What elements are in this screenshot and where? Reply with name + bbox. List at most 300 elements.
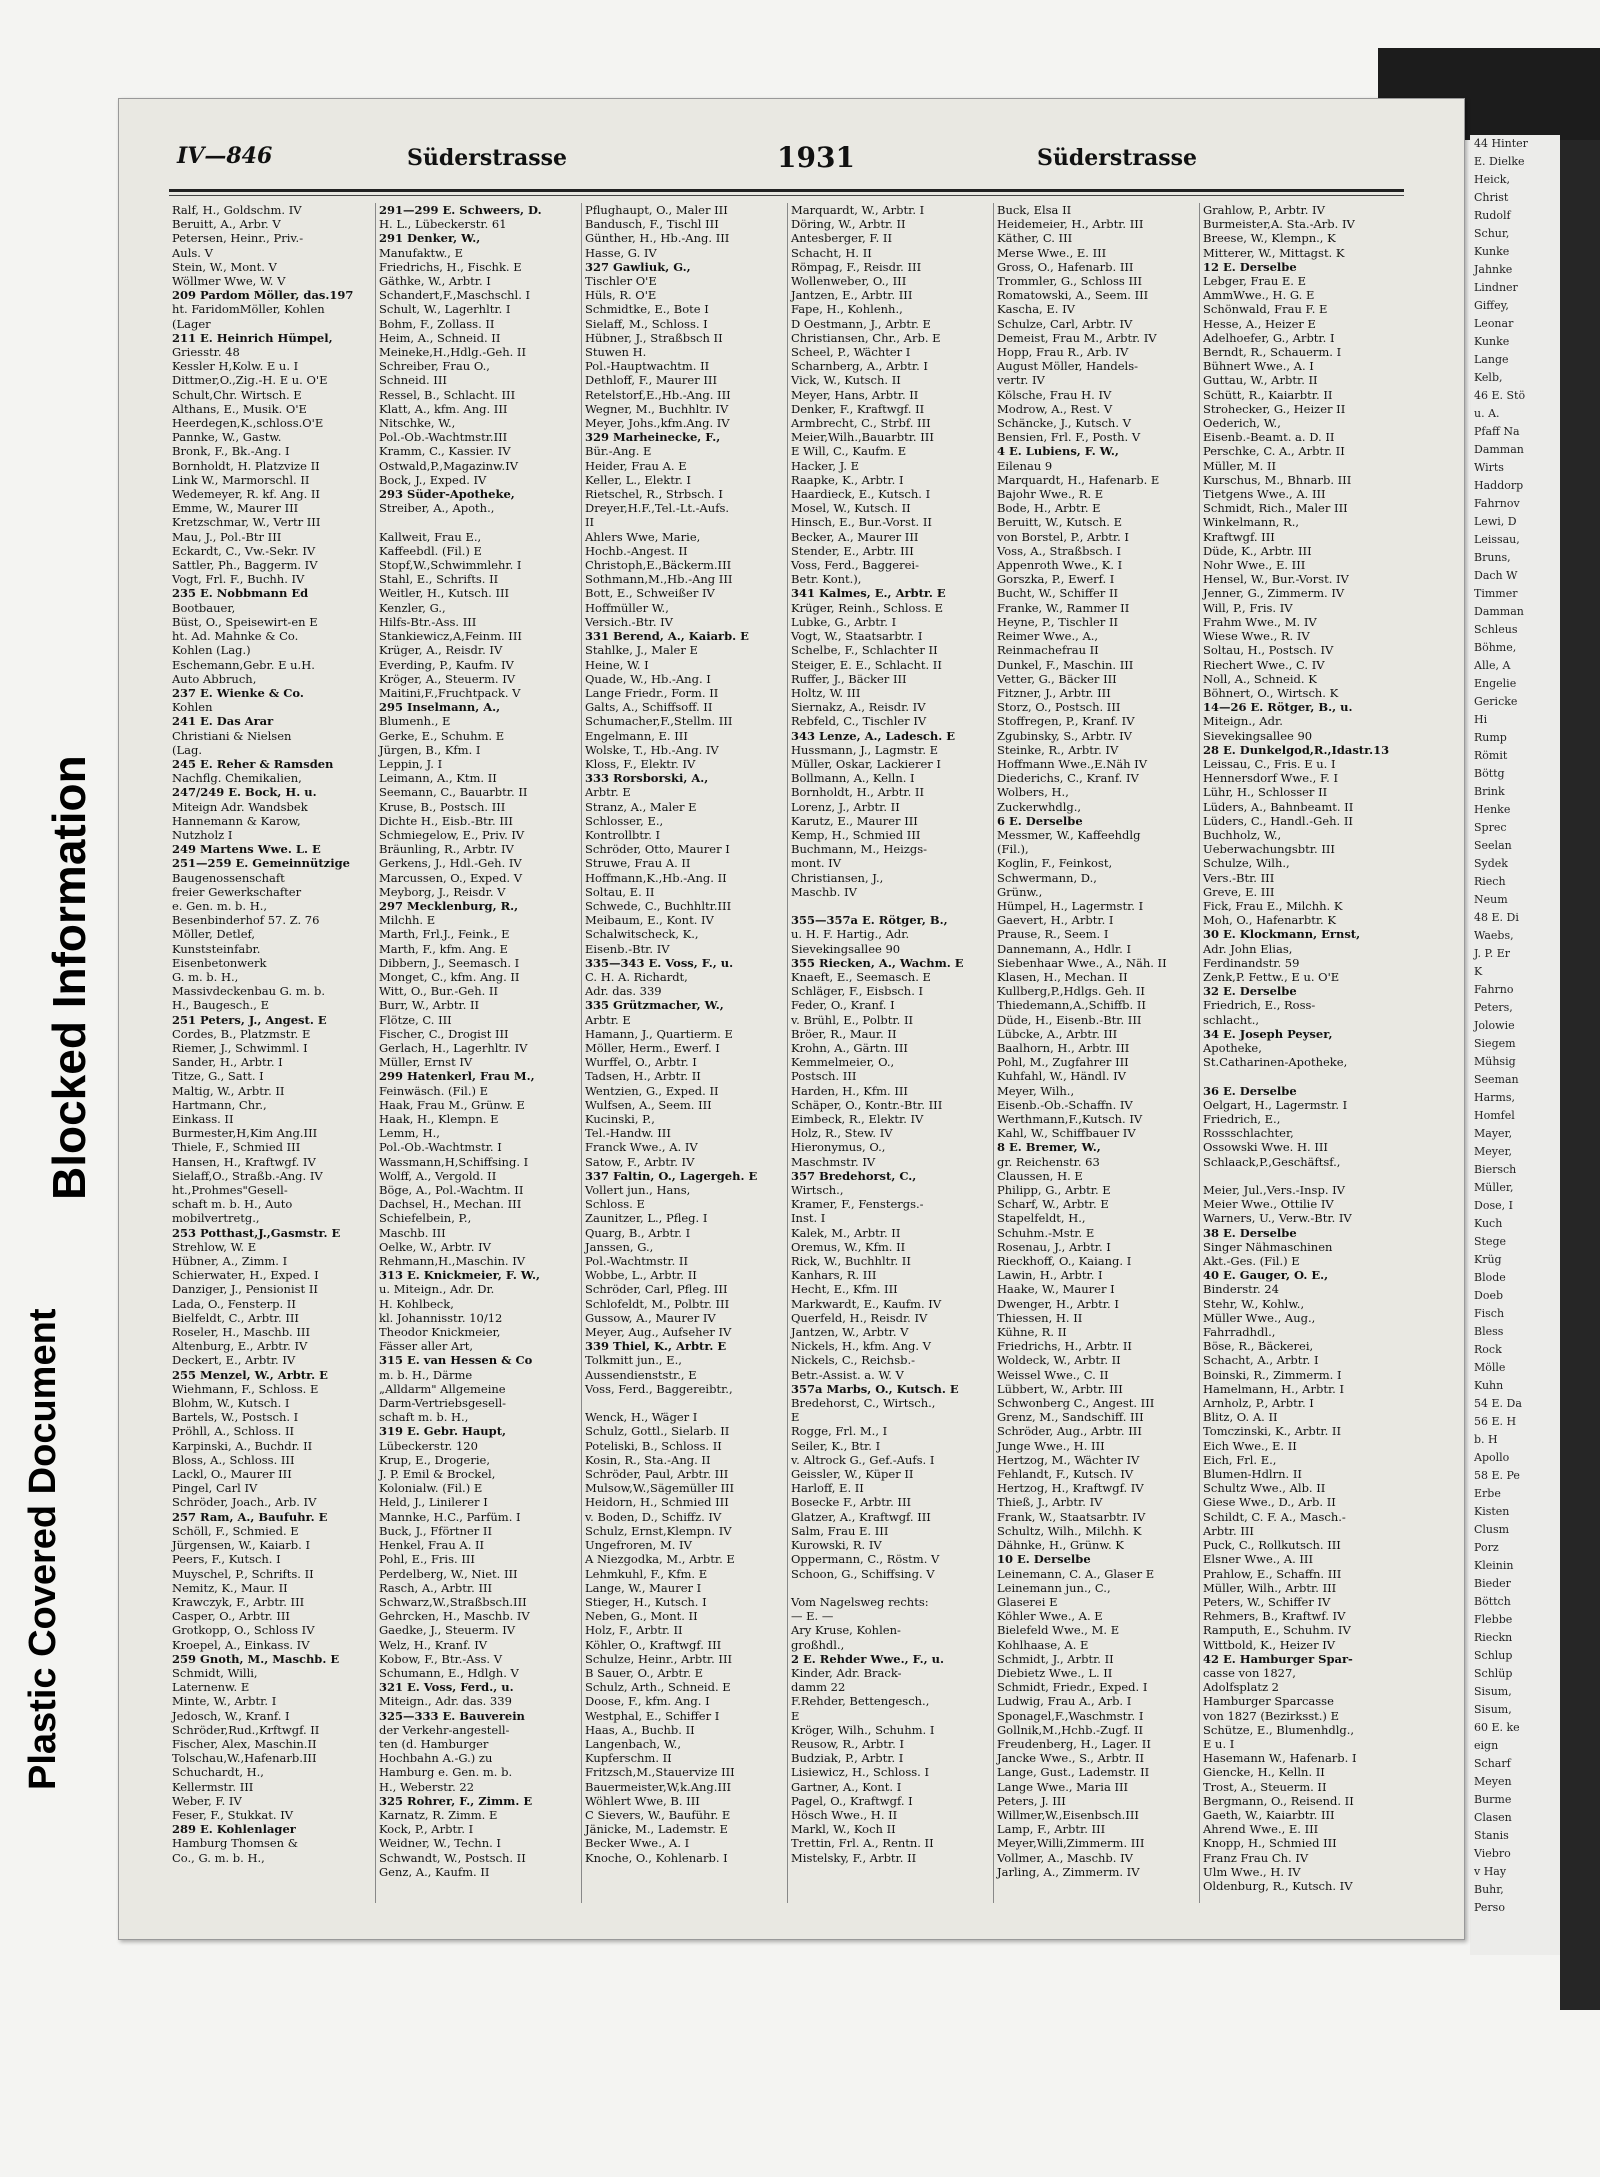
directory-entry: Kascha, E. IV: [997, 302, 1075, 317]
directory-entry: Auls. V: [172, 245, 213, 260]
directory-entry: [582, 1396, 776, 1410]
directory-entry: Akt.-Ges. (Fil.) E: [1203, 1254, 1300, 1269]
directory-entry: Scharf, W., Arbtr. E: [997, 1197, 1109, 1212]
directory-entry: Lubke, G., Arbtr. I: [791, 614, 897, 629]
directory-entry: Vers.-Btr. III: [1203, 870, 1275, 885]
directory-entry: Thiessen, H. II: [997, 1310, 1083, 1325]
blocked-information-label: Blocked Information: [43, 755, 95, 1200]
directory-entry: Meier,Wilh.,Bauarbtr. III: [791, 430, 934, 445]
directory-entry: Schröder,Rud.,Krftwgf. II: [172, 1722, 320, 1737]
directory-entry: Burmester,H,Kim Ang.III: [172, 1126, 318, 1141]
column-4: [787, 203, 982, 1903]
facing-page-fragment: Schleus: [1474, 623, 1518, 636]
directory-entry: 249 Martens Wwe. L. E: [172, 842, 321, 857]
directory-entry: Gaevert, H., Arbtr. I: [997, 913, 1114, 928]
directory-entry: Dethloff, F., Maurer III: [585, 373, 718, 388]
directory-entry: Buchholz, W.,: [1203, 827, 1282, 842]
facing-page-fragment: Böttch: [1474, 1595, 1511, 1608]
directory-entry: Friedrich, E., Ross-: [1203, 998, 1316, 1013]
directory-entry: Soltau, H., Postsch. IV: [1203, 643, 1334, 658]
directory-entry: Karnatz, R. Zimm. E: [379, 1807, 498, 1822]
directory-entry: Hasse, G. IV: [585, 245, 657, 260]
directory-entry: Wegner, M., Buchhltr. IV: [585, 401, 729, 416]
directory-entry: Hinsch, E., Bur.-Vorst. II: [791, 515, 932, 530]
directory-entry: Bock, J., Exped. IV: [379, 472, 487, 487]
directory-entry: Merse Wwe., E. III: [997, 245, 1107, 260]
street-title-left: Süderstrasse: [407, 145, 568, 171]
directory-entry: Peers, F., Kutsch. I: [172, 1552, 281, 1567]
directory-entry: Stranz, A., Maler E: [585, 799, 697, 814]
directory-entry: Peters, W., Schiffer IV: [1203, 1594, 1331, 1609]
directory-entry: Schulz, Gottl., Sielarb. II: [585, 1424, 730, 1439]
directory-entry: Althans, E., Musik. O'E: [172, 401, 307, 416]
directory-entry: der Verkehr-angestell-: [379, 1722, 510, 1737]
directory-entry: Rehmann,H.,Maschin. IV: [379, 1254, 526, 1269]
facing-page-fragment: Haddorp: [1474, 479, 1524, 492]
directory-entry: Nutzholz I: [172, 827, 233, 842]
facing-page-fragment: Kuhn: [1474, 1379, 1504, 1392]
directory-entry: Soltau, E. II: [585, 884, 655, 899]
directory-entry: Siebenhaar Wwe., A., Näh. II: [997, 955, 1167, 970]
page-header: [177, 139, 1407, 179]
directory-entry: Schütt, R., Kaiarbtr. II: [1203, 387, 1333, 402]
directory-entry: Emme, W., Maurer III: [172, 501, 299, 516]
directory-entry: Vollmer, A., Maschb. IV: [997, 1850, 1133, 1865]
directory-entry: Pingel, Carl IV: [172, 1481, 258, 1496]
directory-entry: Gerkens, J., Hdl.-Geh. IV: [379, 856, 522, 871]
directory-entry: Kaffeebdl. (Fil.) E: [379, 543, 482, 558]
directory-entry: Breese, W., Klempn., K: [1203, 231, 1336, 246]
directory-entry: Pol.-Wachtmstr. II: [585, 1254, 688, 1269]
directory-entry: Schumann, E., Hdlgh. V: [379, 1665, 519, 1680]
directory-entry: Heerdegen,K.,schloss.O'E: [172, 416, 324, 431]
directory-entry: Diederichs, C., Kranf. IV: [997, 771, 1139, 786]
directory-entry: Düde, H., Eisenb.-Btr. III: [997, 1012, 1142, 1027]
directory-entry: Kröger, Wilh., Schuhm. I: [791, 1722, 935, 1737]
directory-entry: Kemp, H., Schmied III: [791, 827, 921, 842]
directory-entry: Karutz, E., Maurer III: [791, 813, 918, 828]
directory-entry: Eisenb.-Beamt. a. D. II: [1203, 430, 1335, 445]
directory-entry: Schacht, H. II: [791, 245, 872, 260]
directory-entry: von Borstel, P., Arbtr. I: [997, 529, 1129, 544]
directory-entry: Kanhars, R. III: [791, 1268, 877, 1283]
directory-entry: mobilvertretg.,: [172, 1211, 260, 1226]
column-5: [993, 203, 1188, 1903]
directory-entry: Büst, O., Speisewirt-en E: [172, 614, 318, 629]
directory-entry: Dwenger, H., Arbtr. I: [997, 1296, 1119, 1311]
directory-entry: Pol.-Hauptwachtm. II: [585, 359, 710, 374]
facing-page-fragment: 44 Hinter: [1474, 137, 1528, 150]
directory-entry: Haake, W., Maurer I: [997, 1282, 1115, 1297]
directory-entry: 12 E. Derselbe: [1203, 259, 1297, 274]
directory-entry: Köhler Wwe., A. E: [997, 1609, 1103, 1624]
facing-page-fragment: Meyen: [1474, 1775, 1512, 1788]
directory-entry: Oederich, W.,: [1203, 416, 1281, 431]
directory-entry: Sattler, Ph., Baggerm. IV: [172, 558, 318, 573]
directory-entry: II: [585, 515, 595, 530]
facing-page-fragment: Fahrnov: [1474, 497, 1520, 510]
directory-entry: Wollenweber, O., III: [791, 274, 907, 289]
directory-entry: Ramputh, E., Schuhm. IV: [1203, 1623, 1351, 1638]
directory-entry: Ueberwachungsbtr. III: [1203, 842, 1335, 857]
directory-entry: Schierwater, H., Exped. I: [172, 1268, 319, 1283]
directory-entry: A Niezgodka, M., Arbtr. E: [585, 1552, 735, 1567]
directory-entry: Gorszka, P., Ewerf. I: [997, 572, 1115, 587]
directory-entry: Tadsen, H., Arbtr. II: [585, 1069, 701, 1084]
directory-entry: Lebger, Frau E. E: [1203, 274, 1307, 289]
directory-entry: Vogt, W., Staatsarbtr. I: [791, 629, 923, 644]
directory-entry: Junge Wwe., H. III: [997, 1438, 1105, 1453]
directory-entry: 341 Kalmes, E., Arbtr. E: [791, 586, 946, 601]
directory-entry: Kramm, C., Kassier. IV: [379, 444, 511, 459]
directory-entry: Kramer, F., Fenstergs.-: [791, 1197, 924, 1212]
directory-entry: Marth, F., kfm. Ang. E: [379, 941, 508, 956]
directory-entry: Welz, H., Kranf. IV: [379, 1637, 488, 1652]
facing-page-fragment: Damman: [1474, 605, 1524, 618]
facing-page-fragment: Damman: [1474, 443, 1524, 456]
directory-page: [118, 98, 1465, 1940]
directory-entry: Demeist, Frau M., Arbtr. IV: [997, 330, 1157, 345]
directory-entry: Prause, R., Seem. I: [997, 927, 1109, 942]
directory-entry: Rogge, Frl. M., I: [791, 1424, 888, 1439]
directory-entry: Lübcke, A., Arbtr. III: [997, 1026, 1118, 1041]
directory-entry: Blohm, W., Kutsch. I: [172, 1396, 290, 1411]
directory-entry: 36 E. Derselbe: [1203, 1083, 1297, 1098]
directory-entry: Schwarz,W.,Straßbsch.III: [379, 1594, 527, 1609]
directory-entry: 237 E. Wienke & Co.: [172, 685, 304, 700]
facing-page-fragment: Fahrno: [1474, 983, 1514, 996]
column-3: [581, 203, 776, 1903]
directory-entry: Schumacher,F.,Stellm. III: [585, 714, 733, 729]
directory-entry: Schneid. III: [379, 373, 447, 388]
directory-entry: Ahrend Wwe., E. III: [1203, 1822, 1319, 1837]
facing-page-fragment: Rudolf: [1474, 209, 1511, 222]
directory-entry: Schreiber, Frau O.,: [379, 359, 490, 374]
directory-entry: Heine, W. I: [585, 657, 649, 672]
directory-entry: ht. FaridomMöller, Kohlen: [172, 302, 325, 317]
directory-entry: Adr. das. 339: [585, 984, 662, 999]
directory-entry: Karpinski, A., Buchdr. II: [172, 1438, 313, 1453]
directory-entry: Moh, O., Hafenarbtr. K: [1203, 913, 1336, 928]
directory-entry: Milchh. E: [379, 913, 436, 928]
directory-entry: Wentzien, G., Exped. II: [585, 1083, 719, 1098]
column-1: [169, 203, 363, 1903]
directory-entry: Hansen, H., Kraftwgf. IV: [172, 1154, 316, 1169]
directory-entry: 6 E. Derselbe: [997, 813, 1083, 828]
directory-entry: Bredehorst, C., Wirtsch.,: [791, 1396, 936, 1411]
directory-entry: Berndt, R., Schauerm. I: [1203, 345, 1342, 360]
directory-entry: Miteign., Adr.: [1203, 714, 1283, 729]
directory-entry: Woldeck, W., Arbtr. II: [997, 1353, 1121, 1368]
directory-entry: H., Weberstr. 22: [379, 1779, 475, 1794]
directory-entry: Becker, A., Maurer III: [791, 529, 919, 544]
directory-entry: F.Rehder, Bettengesch.,: [791, 1694, 930, 1709]
directory-entry: Feder, O., Kranf. I: [791, 998, 895, 1013]
directory-entry: Eisenb.-Ob.-Schaffn. IV: [997, 1097, 1133, 1112]
directory-entry: Wiese Wwe., R. IV: [1203, 629, 1310, 644]
directory-entry: [376, 515, 570, 529]
directory-entry: Schöll, F., Schmied. E: [172, 1523, 299, 1538]
directory-entry: C. H. A. Richardt,: [585, 969, 688, 984]
directory-entry: Dähnke, H., Grünw. K: [997, 1538, 1124, 1553]
directory-entry: 32 E. Derselbe: [1203, 984, 1297, 999]
directory-entry: Schmidt, Friedr., Exped. I: [997, 1680, 1148, 1695]
directory-entry: Hecht, E., Kfm. III: [791, 1282, 898, 1297]
directory-entry: 251—259 E. Gemeinnützige: [172, 856, 350, 871]
directory-entry: Weidner, W., Techn. I: [379, 1836, 501, 1851]
directory-entry: Schwede, C., Buchhltr.III: [585, 898, 732, 913]
directory-entry: Werthmann,F.,Kutsch. IV: [997, 1112, 1143, 1126]
directory-entry: Holz, F., Arbtr. II: [585, 1623, 683, 1638]
directory-entry: Hartmann, Chr.,: [172, 1097, 267, 1112]
directory-entry: (Fil.),: [997, 842, 1029, 857]
directory-entry: C Sievers, W., Bauführ. E: [585, 1807, 731, 1822]
directory-entry: Schoon, G., Schiffsing. V: [791, 1566, 935, 1581]
directory-entry: Marquardt, W., Arbtr. I: [791, 203, 925, 217]
directory-entry: Schwonberg C., Angest. III: [997, 1396, 1155, 1411]
directory-entry: Hübner, A., Zimm. I: [172, 1254, 288, 1269]
directory-entry: Schalwitscheck, K.,: [585, 927, 699, 942]
directory-entry: Dunkel, F., Maschin. III: [997, 657, 1134, 672]
directory-entry: Bott, E., Schweißer IV: [585, 586, 715, 601]
directory-entry: Lübeckerstr. 120: [379, 1438, 478, 1453]
directory-entry: Blumen-Hdlrn. II: [1203, 1467, 1302, 1482]
directory-entry: Mosel, W., Kutsch. II: [791, 501, 911, 516]
directory-entry: Jürgensen, W., Kaiarb. I: [172, 1538, 310, 1553]
directory-entry: Titze, G., Satt. I: [172, 1069, 264, 1084]
directory-entry: Pannke, W., Gastw.: [172, 430, 282, 445]
directory-entry: Winkelmann, R.,: [1203, 515, 1300, 530]
directory-entry: Ossowski Wwe. H. III: [1203, 1140, 1328, 1155]
directory-entry: Möller, Detlef,: [172, 927, 256, 942]
facing-page-strip: [1470, 135, 1560, 1955]
directory-entry: Schlaack,P.,Geschäftsf.,: [1203, 1154, 1341, 1169]
facing-page-fragment: Seelan: [1474, 839, 1512, 852]
directory-entry: 337 Faltin, O., Lagergeh. E: [585, 1168, 758, 1183]
directory-entry: Heidorn, H., Schmied III: [585, 1495, 729, 1510]
directory-entry: Holz, R., Stew. IV: [791, 1126, 893, 1141]
directory-entry: Schütze, E., Blumenhdlg.,: [1203, 1722, 1355, 1737]
directory-entry: Wurffel, O., Arbtr. I: [585, 1055, 697, 1070]
directory-entry: kl. Johannisstr. 10/12: [379, 1310, 503, 1325]
directory-entry: Schäper, O., Kontr.-Btr. III: [791, 1097, 943, 1112]
directory-entry: Lehmkuhl, F., Kfm. E: [585, 1566, 708, 1581]
facing-page-fragment: Stege: [1474, 1235, 1507, 1248]
directory-entry: Haardieck, E., Kutsch. I: [791, 487, 931, 502]
directory-entry: 40 E. Gauger, O. E.,: [1203, 1268, 1329, 1283]
directory-entry: Schmidt, Rich., Maler III: [1203, 501, 1348, 516]
directory-entry: casse von 1827,: [1203, 1665, 1296, 1680]
directory-entry: Ostwald,P.,Magazinw.IV: [379, 458, 519, 473]
directory-entry: Meyer, Wilh.,: [997, 1083, 1075, 1098]
directory-entry: Käther, C. III: [997, 231, 1073, 246]
directory-entry: Hamann, J., Quartierm. E: [585, 1026, 733, 1041]
facing-page-fragment: 46 E. Stö: [1474, 389, 1526, 402]
directory-entry: Kellermstr. III: [172, 1779, 254, 1794]
directory-entry: Bucht, W., Schiffer II: [997, 586, 1119, 601]
facing-page-fragment: Kunke: [1474, 245, 1510, 258]
directory-entry: Strehlow, W. E: [172, 1239, 257, 1254]
directory-entry: Link W., Marmorschl. II: [172, 472, 310, 487]
directory-entry: Oelgart, H., Lagermstr. I: [1203, 1097, 1348, 1112]
directory-entry: Schulz, Ernst,Klempn. IV: [585, 1523, 732, 1538]
directory-entry: 297 Mecklenburg, R.,: [379, 898, 519, 913]
directory-entry: Harden, H., Kfm. III: [791, 1083, 908, 1098]
directory-entry: Hertzog, M., Wächter IV: [997, 1452, 1140, 1467]
facing-page-fragment: Erbe: [1474, 1487, 1501, 1500]
directory-entry: Kruse, B., Postsch. III: [379, 799, 506, 814]
directory-entry: Fahrradhdl.,: [1203, 1325, 1276, 1340]
directory-entry: Deckert, E., Arbtr. IV: [172, 1353, 296, 1368]
directory-entry: Querfeld, H., Reisdr. IV: [791, 1310, 928, 1325]
directory-entry: Mulsow,W.,Sägemüller III: [585, 1481, 735, 1496]
directory-entry: Oldenburg, R., Kutsch. IV: [1203, 1878, 1353, 1893]
directory-entry: Hertzog, H., Kraftwgf. IV: [997, 1481, 1144, 1496]
directory-entry: Jänicke, M., Lademstr. E: [585, 1822, 728, 1837]
directory-entry: Beruitt, A., Arbr. V: [172, 217, 281, 232]
directory-entry: Schmidt, Willi,: [172, 1665, 258, 1680]
directory-entry: Kock, P., Arbtr. I: [379, 1822, 474, 1837]
directory-entry: Grünw.,: [997, 884, 1043, 899]
directory-entry: Seemann, C., Bauarbtr. II: [379, 785, 528, 800]
directory-entry: Grenz, M., Sandschiff. III: [997, 1410, 1144, 1425]
directory-entry: Doose, F., kfm. Ang. I: [585, 1694, 710, 1709]
directory-entry: Wöllmer Wwe, W. V: [172, 274, 286, 289]
directory-entry: Schäncke, J., Kutsch. V: [997, 416, 1131, 431]
directory-entry: Muyschel, P., Schrifts. II: [172, 1566, 314, 1581]
directory-entry: Bielefeld Wwe., M. E: [997, 1623, 1120, 1638]
directory-entry: 4 E. Lubiens, F. W.,: [997, 444, 1119, 459]
directory-entry: Frank, W., Staatsarbtr. IV: [997, 1509, 1146, 1524]
facing-page-fragment: Leonar: [1474, 317, 1514, 330]
directory-entry: Blitz, O. A. II: [1203, 1410, 1278, 1425]
directory-entry: u. Miteign., Adr. Dr.: [379, 1282, 495, 1297]
directory-entry: Marquardt, H., Hafenarb. E: [997, 472, 1160, 487]
directory-entry: Romatowski, A., Seem. III: [997, 288, 1149, 303]
directory-entry: Franz Frau Ch. IV: [1203, 1850, 1309, 1865]
facing-page-fragment: u. A.: [1474, 407, 1500, 420]
directory-entry: 10 E. Derselbe: [997, 1552, 1091, 1567]
directory-entry: Raapke, K., Arbtr. I: [791, 472, 904, 487]
directory-entry: Dittmer,O.,Zig.-H. E u. O'E: [172, 373, 328, 388]
directory-entry: Strohecker, G., Heizer II: [1203, 401, 1346, 416]
facing-page-fragment: Dach W: [1474, 569, 1518, 582]
directory-entry: Maitini,F.,Fruchtpack. V: [379, 685, 521, 700]
directory-entry: Vogt, Frl. F., Buchh. IV: [172, 572, 305, 587]
facing-page-fragment: Christ: [1474, 191, 1509, 204]
directory-entry: Frahm Wwe., M. IV: [1203, 614, 1317, 629]
facing-page-fragment: Lange: [1474, 353, 1509, 366]
directory-entry: Voss, A., Straßbsch. I: [997, 543, 1122, 558]
facing-page-fragment: Böhme,: [1474, 641, 1517, 654]
directory-entry: Sponagel,F.,Waschmstr. I: [997, 1708, 1144, 1723]
directory-entry: Rasch, A., Arbtr. III: [379, 1580, 493, 1595]
directory-entry: Kretzschmar, W., Vertr III: [172, 515, 321, 530]
directory-entry: Schwandt, W., Postsch. II: [379, 1850, 526, 1865]
page-number: IV—846: [177, 143, 273, 169]
directory-entry: 331 Berend, A., Kaiarb. E: [585, 629, 749, 644]
directory-entry: Hasemann W., Hafenarb. I: [1203, 1751, 1357, 1766]
facing-page-fragment: Buhr,: [1474, 1883, 1504, 1896]
directory-entry: Trommler, G., Schloss III: [997, 274, 1143, 289]
facing-page-fragment: Burme: [1474, 1793, 1512, 1806]
directory-entry: Kurowski, R. IV: [791, 1538, 882, 1553]
directory-entry: Schröder, Otto, Maurer I: [585, 842, 730, 857]
directory-entry: von 1827 (Bezirksst.) E: [1203, 1708, 1339, 1723]
directory-entry: Kontrollbtr. I: [585, 827, 661, 842]
directory-entry: 325—333 E. Bauverein: [379, 1708, 525, 1723]
directory-entry: Schuhm.-Mstr. E: [997, 1225, 1095, 1240]
directory-entry: Müller, M. II: [1203, 458, 1277, 473]
directory-entry: Hamburg Thomsen &: [172, 1836, 298, 1851]
directory-entry: Everding, P., Kaufm. IV: [379, 657, 514, 672]
directory-entry: Mau, J., Pol.-Btr III: [172, 529, 282, 544]
directory-entry: Blumenh., E: [379, 714, 451, 729]
directory-entry: Müller, Ernst IV: [379, 1055, 473, 1070]
facing-page-fragment: Sprec: [1474, 821, 1507, 834]
facing-page-fragment: Neum: [1474, 893, 1508, 906]
facing-page-fragment: Schur,: [1474, 227, 1510, 240]
directory-entry: Meyer,Willi,Zimmerm. III: [997, 1836, 1145, 1851]
directory-entry: Weissel Wwe., C. II: [997, 1367, 1109, 1382]
directory-entry: Hennersdorf Wwe., F. I: [1203, 771, 1339, 786]
directory-entry: Puck, C., Rollkutsch. III: [1203, 1538, 1341, 1553]
dark-bar-right: [1560, 140, 1600, 2010]
directory-entry: Reinmachefrau II: [997, 643, 1099, 658]
directory-entry: Fischer, C., Drogist III: [379, 1026, 509, 1041]
facing-page-fragment: Römit: [1474, 749, 1508, 762]
directory-entry: 235 E. Nobbmann Ed: [172, 586, 309, 601]
directory-entry: Schönwald, Frau F. E: [1203, 302, 1328, 317]
directory-entry: Meibaum, E., Kont. IV: [585, 913, 714, 928]
directory-entry: Hamburg e. Gen. m. b.: [379, 1765, 513, 1780]
directory-entry: Böhnert, O., Wirtsch. K: [1203, 685, 1339, 700]
directory-entry: v. Boden, D., Schiffz. IV: [585, 1509, 722, 1524]
directory-entry: Baalhorn, H., Arbtr. III: [997, 1040, 1130, 1055]
directory-entry: Fritzsch,M.,Stauervize III: [585, 1765, 735, 1780]
directory-entry: Miteign., Adr. das. 339: [379, 1694, 512, 1709]
directory-entry: Knopp, H., Schmied III: [1203, 1836, 1337, 1851]
directory-entry: Zenk,P. Fettw., E u. O'E: [1203, 969, 1340, 984]
directory-entry: Klatt, A., kfm. Ang. III: [379, 401, 508, 416]
directory-entry: Held, J., Linilerer I: [379, 1495, 488, 1510]
directory-entry: Casper, O., Arbtr. III: [172, 1609, 290, 1624]
directory-entry: Binderstr. 24: [1203, 1282, 1279, 1297]
facing-page-fragment: Doeb: [1474, 1289, 1503, 1302]
directory-entry: Hieronymus, O.,: [791, 1140, 886, 1155]
directory-entry: Bräunling, R., Arbtr. IV: [379, 842, 514, 857]
directory-entry: Hoffmann,K.,Hb.-Ang. II: [585, 870, 727, 885]
facing-page-fragment: v Hay: [1474, 1865, 1507, 1878]
directory-entry: Krüger, A., Reisdr. IV: [379, 643, 503, 658]
directory-entry: Sielaff, M., Schloss. I: [585, 316, 708, 331]
facing-page-fragment: Gericke: [1474, 695, 1518, 708]
directory-entry: Dreyer,H.F.,Tel.-Lt.-Aufs.: [585, 501, 730, 516]
directory-entry: Boinski, R., Zimmerm. I: [1203, 1367, 1342, 1382]
directory-entry: Buck, Elsa II: [997, 203, 1072, 217]
directory-entry: ht. Ad. Mahnke & Co.: [172, 629, 299, 644]
directory-entry: Arbtr. E: [585, 1012, 631, 1027]
directory-entry: Westphal, E., Schiffer I: [585, 1708, 720, 1723]
directory-entry: Stopf,W.,Schwimmlehr. I: [379, 558, 522, 573]
facing-page-fragment: E. Dielke: [1474, 155, 1525, 168]
directory-entry: Guttau, W., Arbtr. II: [1203, 373, 1318, 388]
directory-entry: Eich Wwe., E. II: [1203, 1438, 1297, 1453]
directory-entry: Weber, F. IV: [172, 1793, 242, 1808]
directory-entry: Kohlen (Lag.): [172, 643, 251, 658]
facing-page-fragment: Giffey,: [1474, 299, 1509, 312]
directory-entry: Kohlen: [172, 700, 213, 715]
